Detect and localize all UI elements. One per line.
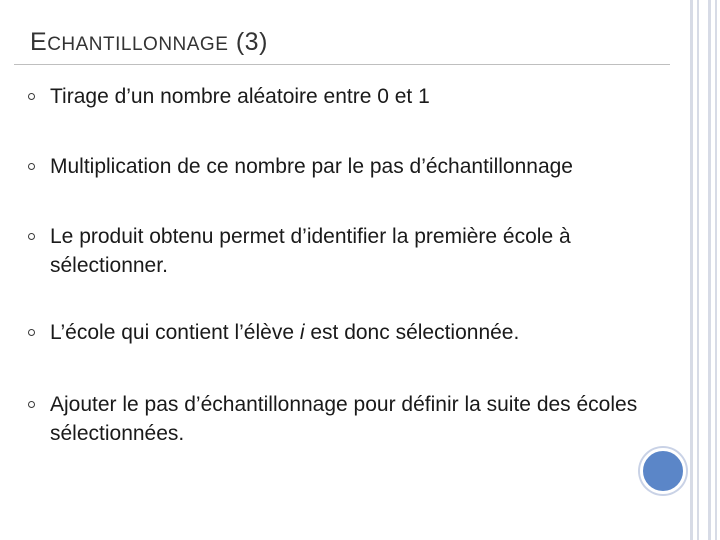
hollow-circle-bullet-icon <box>28 329 35 336</box>
title-first-letter: E <box>30 28 48 56</box>
bullet-text-italic: i <box>299 321 305 344</box>
bullet-text <box>50 318 650 347</box>
bullet-text-part: est donc sélectionnée. <box>304 321 520 344</box>
hollow-circle-bullet-icon <box>28 93 35 100</box>
right-rail-line <box>715 0 717 540</box>
bullet-text: Multiplication de ce nombre par le pas d’échantillonnage <box>50 155 573 178</box>
hollow-circle-bullet-icon <box>28 233 35 240</box>
bullet-text-part: L’école qui contient l’élève <box>50 321 300 344</box>
right-rail-line <box>690 0 693 540</box>
hollow-circle-bullet-icon <box>28 401 35 408</box>
right-rail-line <box>697 0 699 540</box>
title-number: (3) <box>235 28 268 56</box>
bullet-text: Ajouter le pas d’échantillonnage pour définir la suite des écoles sélectionnées. <box>50 393 638 445</box>
bullet-text: Le produit obtenu permet d’identifier la première école à sélectionner. <box>50 225 571 277</box>
title-rest: CHANTILLONNAGE <box>47 34 229 55</box>
slide-title <box>30 28 268 64</box>
title-divider <box>14 64 670 65</box>
blue-circle-icon <box>640 448 686 494</box>
bullet-text: Tirage d’un nombre aléatoire entre 0 et 1 <box>50 85 430 108</box>
right-rail-line <box>708 0 711 540</box>
hollow-circle-bullet-icon <box>28 163 35 170</box>
